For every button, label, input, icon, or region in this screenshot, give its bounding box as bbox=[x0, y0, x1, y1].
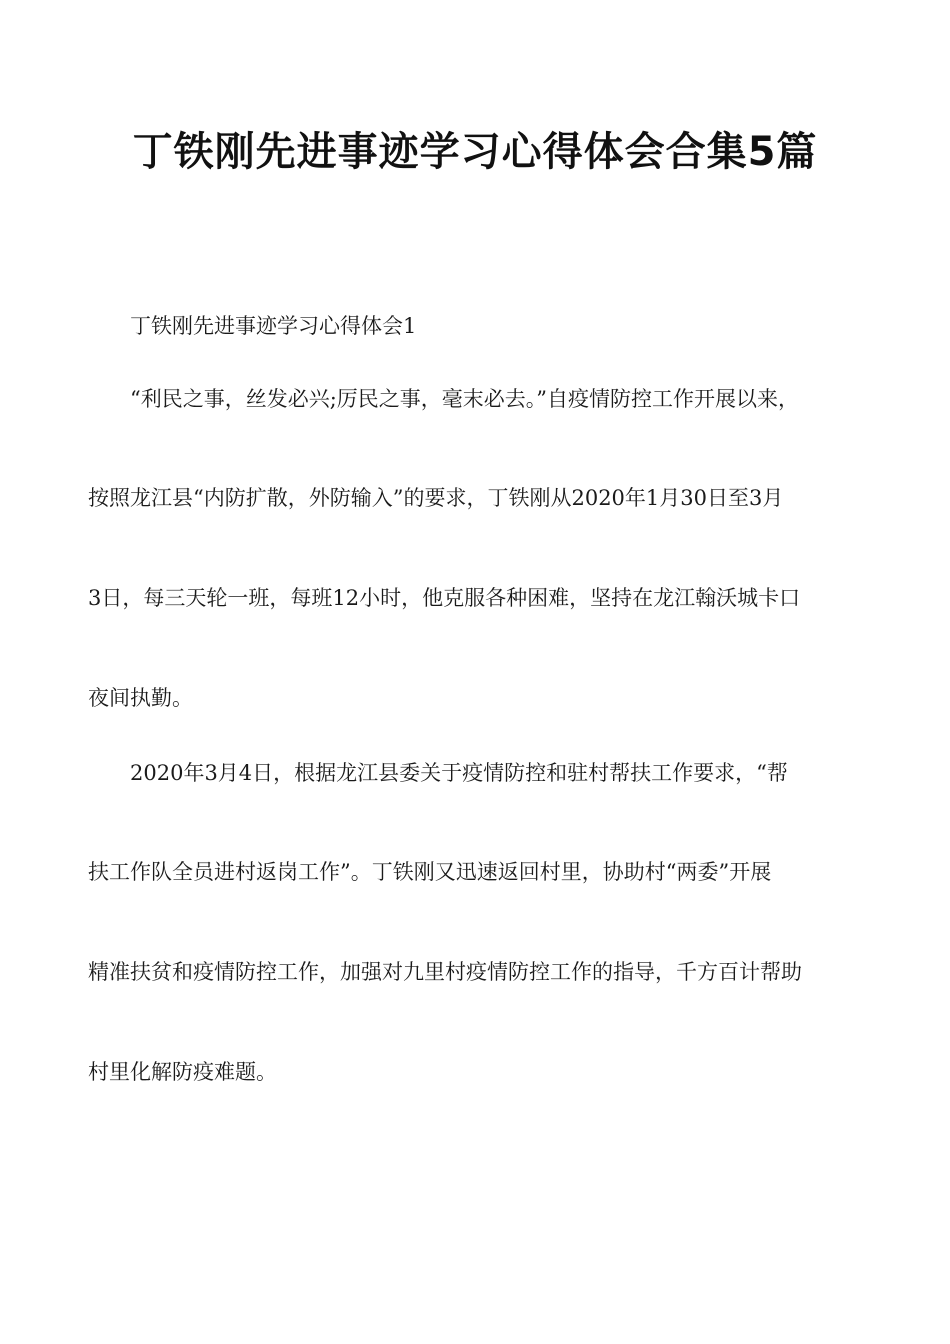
paragraph-line: 2020年3月4日，根据龙江县委关于疫情防控和驻村帮扶工作要求，“帮 bbox=[130, 761, 788, 785]
paragraph-line: 3日，每三天轮一班，每班12小时，他克服各种困难，坚持在龙江翰沃城卡口 bbox=[88, 586, 801, 610]
paragraph-line: 精准扶贫和疫情防控工作，加强对九里村疫情防控工作的指导，千方百计帮助 bbox=[88, 960, 802, 984]
document-title: 丁铁刚先进事迹学习心得体会合集5篇 bbox=[132, 129, 818, 175]
section-heading: 丁铁刚先进事迹学习心得体会1 bbox=[130, 314, 417, 338]
paragraph-line: 扶工作队全员进村返岗工作”。丁铁刚又迅速返回村里，协助村“两委”开展 bbox=[88, 860, 772, 884]
paragraph-line: 按照龙江县“内防扩散，外防输入”的要求，丁铁刚从2020年1月30日至3月 bbox=[88, 486, 784, 510]
paragraph-line: 村里化解防疫难题。 bbox=[88, 1060, 277, 1084]
paragraph-line: 夜间执勤。 bbox=[88, 686, 193, 710]
paragraph-line: “利民之事，丝发必兴;厉民之事，毫末必去。”自疫情防控工作开展以来， bbox=[130, 387, 800, 411]
